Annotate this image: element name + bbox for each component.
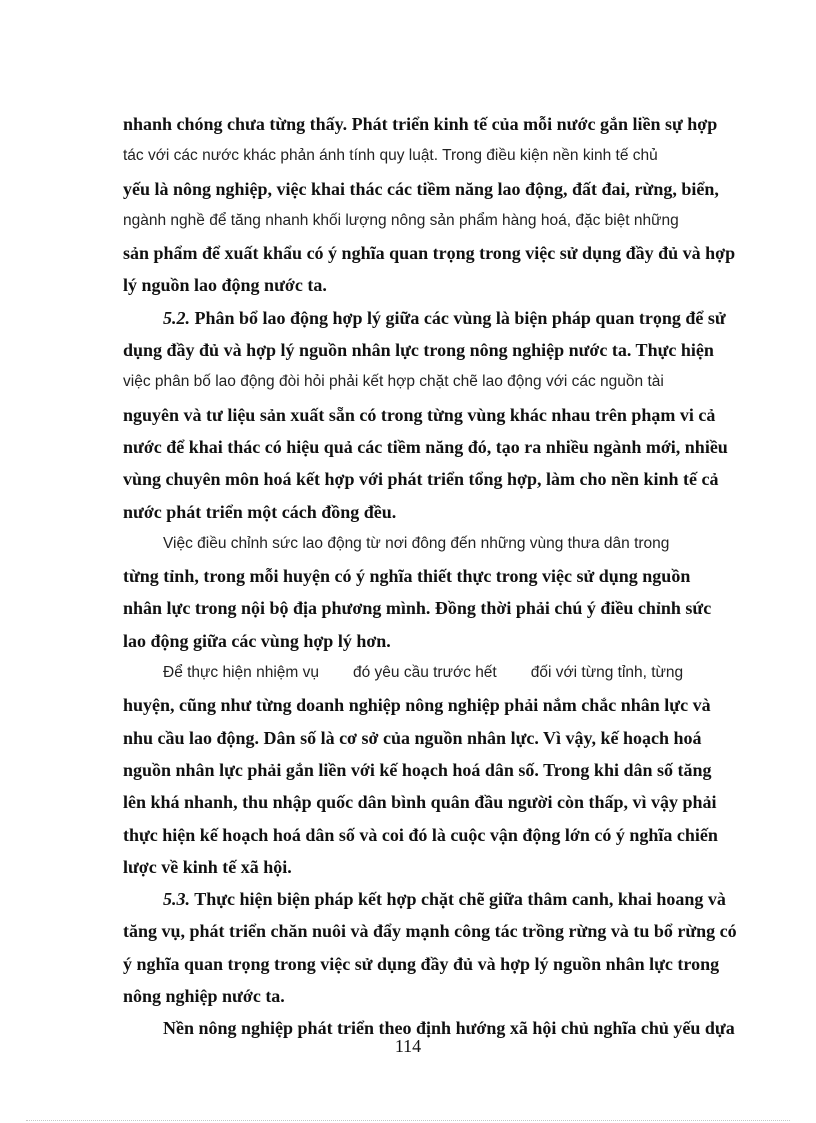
text-line: dụng đầy đủ và hợp lý nguồn nhân lực trong nông nghiệp nước ta. Thực hiện bbox=[123, 340, 714, 361]
text-line: nguyên và tư liệu sản xuất sẵn có trong từng vùng khác nhau trên phạm vi cả bbox=[123, 404, 716, 425]
text-line: Việc điều chỉnh sức lao động từ nơi đông đến những vùng thưa dân trong bbox=[163, 534, 670, 552]
text-line: từng tỉnh, trong mỗi huyện có ý nghĩa thiết thực trong việc sử dụng nguồn bbox=[123, 566, 691, 587]
text-line: Nền nông nghiệp phát triển theo định hướng xã hội chủ nghĩa chủ yếu dựa bbox=[163, 1018, 735, 1039]
text-line: nước để khai thác có hiệu quả các tiềm năng đó, tạo ra nhiều ngành mới, nhiều bbox=[123, 436, 728, 457]
text-line: nhanh chóng chưa từng thấy. Phát triển kinh tế của mỗi nước gắn liền sự hợp bbox=[123, 114, 718, 134]
page-bottom-divider bbox=[26, 1120, 790, 1121]
text-line: nhu cầu lao động. Dân số là cơ sở của nguồn nhân lực. Vì vậy, kế hoạch hoá bbox=[123, 727, 702, 748]
section-5-3-first-line bbox=[123, 883, 737, 915]
paragraph-first-line bbox=[123, 657, 737, 689]
text-line: sản phẩm để xuất khẩu có ý nghĩa quan trọng trong việc sử dụng đầy đủ và hợp bbox=[123, 243, 736, 264]
text-line: vùng chuyên môn hoá kết hợp với phát triển tổng hợp, làm cho nền kinh tế cả bbox=[123, 469, 719, 490]
text-line: Thực hiện biện pháp kết hợp chặt chẽ giữa thâm canh, khai hoang và bbox=[194, 889, 726, 910]
text-line: nhân lực trong nội bộ địa phương mình. Đồng thời phải chú ý điều chỉnh sức bbox=[123, 598, 712, 619]
text-fragment: đối với từng tỉnh, từng bbox=[530, 664, 684, 682]
text-line: thực hiện kế hoạch hoá dân số và coi đó là cuộc vận động lớn có ý nghĩa chiến bbox=[123, 824, 718, 845]
section-number: 5.3. bbox=[163, 889, 190, 910]
text-line: tác với các nước khác phản ánh tính quy luật. Trong điều kiện nền kinh tế chủ bbox=[123, 147, 658, 165]
page-number: 114 bbox=[394, 1036, 422, 1056]
text-line: nước phát triển một cách đồng đều. bbox=[123, 501, 397, 522]
text-line: ngành nghề để tăng nhanh khối lượng nông sản phẩm hàng hoá, đặc biệt những bbox=[123, 211, 679, 229]
text-line: lên khá nhanh, thu nhập quốc dân bình quân đầu người còn thấp, vì vậy phải bbox=[123, 792, 717, 813]
text-line: lược về kinh tế xã hội. bbox=[123, 856, 292, 877]
text-line: lý nguồn lao động nước ta. bbox=[123, 275, 327, 296]
text-fragment: đó yêu cầu trước hết bbox=[352, 664, 497, 682]
text-line: yếu là nông nghiệp, việc khai thác các tiềm năng lao động, đất đai, rừng, biển, bbox=[123, 178, 719, 199]
section-5-2-first-line bbox=[123, 302, 737, 334]
section-number: 5.2. bbox=[163, 307, 190, 328]
text-line: nguồn nhân lực phải gắn liền với kế hoạch hoá dân số. Trong khi dân số tăng bbox=[123, 759, 712, 780]
text-line: huyện, cũng như từng doanh nghiệp nông nghiệp phải nắm chắc nhân lực và bbox=[123, 695, 711, 716]
text-line: ý nghĩa quan trọng trong việc sử dụng đầy đủ và hợp lý nguồn nhân lực trong bbox=[123, 953, 720, 974]
text-line: nông nghiệp nước ta. bbox=[123, 986, 285, 1007]
body-text bbox=[123, 108, 737, 1045]
text-line: tăng vụ, phát triển chăn nuôi và đẩy mạnh công tác trồng rừng và tu bổ rừng có bbox=[123, 921, 737, 942]
text-line: Phân bổ lao động hợp lý giữa các vùng là biện pháp quan trọng để sử bbox=[194, 307, 726, 328]
text-line: lao động giữa các vùng hợp lý hơn. bbox=[123, 630, 391, 651]
text-fragment: Để thực hiện nhiệm vụ bbox=[163, 664, 319, 682]
text-line: việc phân bố lao động đòi hỏi phải kết hợp chặt chẽ lao động với các nguồn tài bbox=[123, 373, 664, 391]
